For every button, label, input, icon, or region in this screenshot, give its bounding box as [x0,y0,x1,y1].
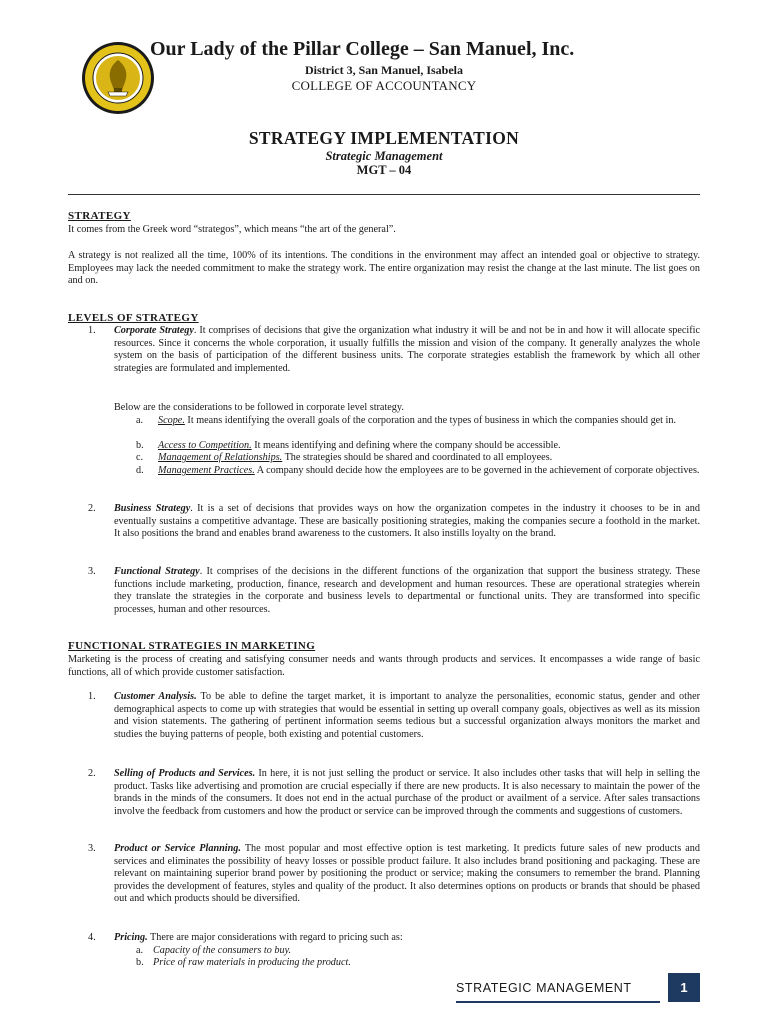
consideration-practices [158,465,700,478]
item-text: . It is a set of decisions that provides ways on how the organization competes in the industry it chooses to be in and eventually sustains a competitive advantage. These are basically positioning strategies, making the companies secure a foothold in the market. It also positions the brand and enables brand awareness to the customers. It also instills loyalty on the brand. [114,503,700,540]
item-text: In here, it is not just selling the product or service. It also includes other tasks that will help in selling the product. Tasks like advertising and promotion are crucial especially if there are new products. It is also necessary to maintain the power of the brands in the minds of the consumers. It does not end in the actual purchase of the product or availment of a service. After sales transactions involve the feedback from customers and how the product or service can be improved through the comments and suggestions of customers. [114,768,700,817]
list-item-functional-strategy [114,566,700,616]
item-text: The strategies should be shared and coordinated to all employees. [282,452,553,463]
item-label: Access to Competition. [158,440,252,451]
item-label: Management of Relationships. [158,452,283,463]
item-text: . It comprises of the decisions in the different functions of the organization that support the business strategy. These functions include marketing, production, finance, research and development and human resources. These are operational strategies wherein they translate the strategies in the corporate and business levels to departmental or functional units. They are transformed into specific processes, human and other resources. [114,566,700,615]
item-label: Customer Analysis. [114,691,197,702]
item-text: . It comprises of decisions that give the organization what industry it will be and not be in and how it will allocate specific resources. Since it concerns the whole corporation, it usually fulfills the mission and vision of the company. It generally analyzes the whole system on the basis of participation of the different business units. The corporate strategies establish the framework by which all other strategies are formulated and implemented. [114,325,700,374]
item-text: A company should decide how the employees are to be governed in the achievement of corporate objectives. [254,465,700,476]
consideration-relationships [158,452,700,465]
item-label: Business Strategy [114,503,191,514]
list-item-number: 1. [88,325,96,336]
list-item-number: 4. [88,932,96,943]
levels-heading: LEVELS OF STRATEGY [68,312,199,324]
list-item-product-planning [114,843,700,906]
item-label: Corporate Strategy [114,325,194,336]
sub-item-letter: a. [136,415,144,426]
footer-label: STRATEGIC MANAGEMENT [456,981,632,995]
sub-item-letter: a. [136,945,144,956]
list-item-number: 3. [88,566,96,577]
item-label: Management Practices. [158,465,255,476]
college-name: COLLEGE OF ACCOUNTANCY [291,78,477,93]
school-address: District 3, San Manuel, Isabela [304,63,463,77]
list-item-business-strategy [114,503,700,541]
list-item-number: 1. [88,691,96,702]
sub-item-letter: c. [136,452,144,463]
list-item-customer-analysis [114,691,700,741]
strategy-heading: STRATEGY [68,210,131,222]
strategy-definition: It comes from the Greek word “strategos”, which means “the art of the general”. [68,224,396,235]
pricing-consideration-capacity: Capacity of the consumers to buy. [153,945,292,956]
list-item-corporate-strategy [114,325,700,375]
document-title: STRATEGY IMPLEMENTATION [248,128,520,148]
course-code: MGT – 04 [356,163,412,177]
strategy-paragraph: A strategy is not realized all the time, 100% of its intentions. The conditions in the environment may affect an intended goal or objective to strategy. Employees may lack the needed commitment to make the strategy work. The entire organization may resist the change at the last minute. The list goes on and on. [68,250,700,287]
list-item-number: 2. [88,503,96,514]
marketing-intro: Marketing is the process of creating and satisfying consumer needs and wants through products and services. It encompasses a wide range of basic functions, all of which provide customer satisfaction. [68,654,700,678]
item-text: It means identifying the overall goals of the corporation and the types of business in which the companies should get in. [184,415,677,426]
pricing-consideration-raw-materials: Price of raw materials in producing the product. [153,957,351,968]
list-item-number: 2. [88,768,96,779]
list-item-pricing [114,932,700,945]
item-label: Product or Service Planning. [114,843,241,854]
list-item-number: 3. [88,843,96,854]
item-label: Functional Strategy [114,566,200,577]
list-item-selling [114,768,700,818]
item-label: Scope. [158,415,185,426]
marketing-heading: FUNCTIONAL STRATEGIES IN MARKETING [68,640,316,652]
school-name: Our Lady of the Pillar College – San Manuel, Inc. [150,38,575,60]
footer-rule [456,1001,660,1003]
sub-item-letter: b. [136,440,144,451]
sub-item-letter: d. [136,465,144,476]
item-text: To be able to define the target market, it is important to analyze the personalities, economic status, gender and other demographical aspects to come up with strategies that would be essential in setting up overall company goals, objectives as well as its mission and vision statements. The gathering of pertinent information seems tedious but a successful organization always monitors the market and studies the buying patterns of people, both existing and potential customers. [114,691,700,740]
item-label: Selling of Products and Services. [114,768,256,779]
consideration-access [158,440,700,453]
considerations-intro: Below are the considerations to be followed in corporate level strategy. [114,402,404,413]
item-text: It means identifying and defining where the company should be accessible. [251,440,561,451]
item-text: There are major considerations with regard to pricing such as: [147,932,403,943]
page-number: 1 [668,973,700,1002]
sub-item-letter: b. [136,957,144,968]
document-subject: Strategic Management [325,149,443,163]
consideration-scope [158,415,700,428]
item-text: The most popular and most effective option is test marketing. It predicts future sales of new products and services and eliminates the possibility of heavy losses or possible product failure. It also includes brand positioning and packaging. These are relevant on maintaining superior brand power by positioning the product or service; making the consumers to remember the brand. Planning provides the development of features, styles and quality of the product. It also determines options on products or brands that should be phased out and which products should be diversified. [114,843,700,905]
header-divider [68,194,700,195]
item-label: Pricing. [114,932,148,943]
